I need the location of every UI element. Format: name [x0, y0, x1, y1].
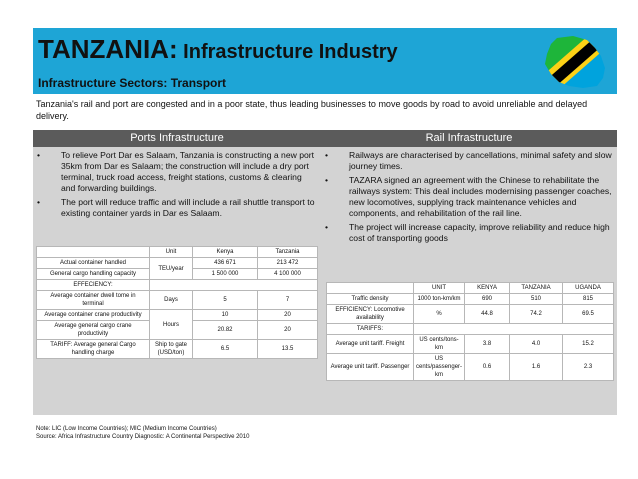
page-subtitle: Infrastructure Sectors: Transport — [38, 76, 227, 90]
ports-table — [36, 246, 318, 359]
table-row: Average general cargo crane productivity 20.82 20 — [37, 321, 318, 340]
list-item: • To relieve Port Dar es Salaam, Tanzania is constructing a new port 35km from Dar es Salaam; the construction will include a dry port terminal, truck road access, freight stations, customs & clearing and forwarding buildings. — [37, 150, 315, 193]
rail-bullets — [321, 150, 617, 244]
note-line: Note: LIC (Low Income Countries); MIC (Medium Income Countries) — [36, 426, 217, 432]
bullet-icon: • — [37, 150, 41, 160]
page-title — [38, 34, 398, 65]
table-row: General cargo handling capacity 1 500 000 4 100 000 — [37, 269, 318, 280]
table-row: Traffic density 1000 ton-km/km 690 510 815 — [327, 294, 614, 305]
title-industry: Infrastructure Industry — [177, 41, 398, 63]
source-line: Source: Africa Infrastructure Country Diagnostic: A Continental Perspective 2010 — [36, 434, 250, 440]
table-row: UNIT KENYA TANZANIA UGANDA — [327, 283, 614, 294]
list-item: • The project will increase capacity, improve reliability and reduce high cost of transporting goods — [325, 222, 610, 243]
header-banner — [33, 28, 617, 94]
footnotes — [36, 425, 249, 441]
tanzania-map-flag-icon — [539, 34, 609, 90]
table-row: EFFECIENCY: — [37, 280, 318, 291]
bullet-icon: • — [37, 197, 41, 207]
table-row: Average unit tariff. Passenger US cents/passenger-km 0.6 1.6 2.3 — [327, 354, 614, 381]
list-item: • TAZARA signed an agreement with the Chinese to rehabilitate the railways system: This deal includes modernising passenger coaches, new locomotives, supplying track maintenance vehicles and components, and rehabilitation of the rail line. — [325, 175, 612, 218]
bullet-icon: • — [325, 150, 329, 160]
rail-heading: Rail Infrastructure — [321, 130, 617, 147]
table-row: EFFICIENCY: Locomotive availability % 44.8 74.2 69.5 — [327, 305, 614, 324]
table-row: TARIFF: Average general Cargo handling charge Ship to gate (USD/ton) 6.5 13.5 — [37, 340, 318, 359]
bullet-icon: • — [325, 222, 329, 232]
table-row: Unit Kenya Tanzania — [37, 247, 318, 258]
ports-bullets — [33, 150, 321, 219]
intro-text: Tanzania's rail and port are congested and in a poor state, thus leading businesses to move goods by road to avoid unreliable and delayed delivery. — [36, 99, 588, 121]
title-country: TANZANIA: — [38, 34, 178, 64]
rail-table — [326, 282, 614, 381]
table-row: Average unit tariff. Freight US cents/tons-km 3.8 4.0 15.2 — [327, 335, 614, 354]
table-row: TARIFFS: — [327, 324, 614, 335]
bullet-icon: • — [325, 175, 329, 185]
table-row: Actual container handled TEU/year 436 671 213 472 — [37, 258, 318, 269]
ports-heading: Ports Infrastructure — [33, 130, 321, 147]
table-row: Average container dwell tome in terminal Days 5 7 — [37, 291, 318, 310]
table-row: Average container crane productivity Hours 10 20 — [37, 310, 318, 321]
list-item: • The port will reduce traffic and will include a rail shuttle transport to existing container yards in Dar es Salaam. — [37, 197, 315, 218]
list-item: • Railways are characterised by cancellations, minimal safety and slow journey times. — [325, 150, 612, 171]
